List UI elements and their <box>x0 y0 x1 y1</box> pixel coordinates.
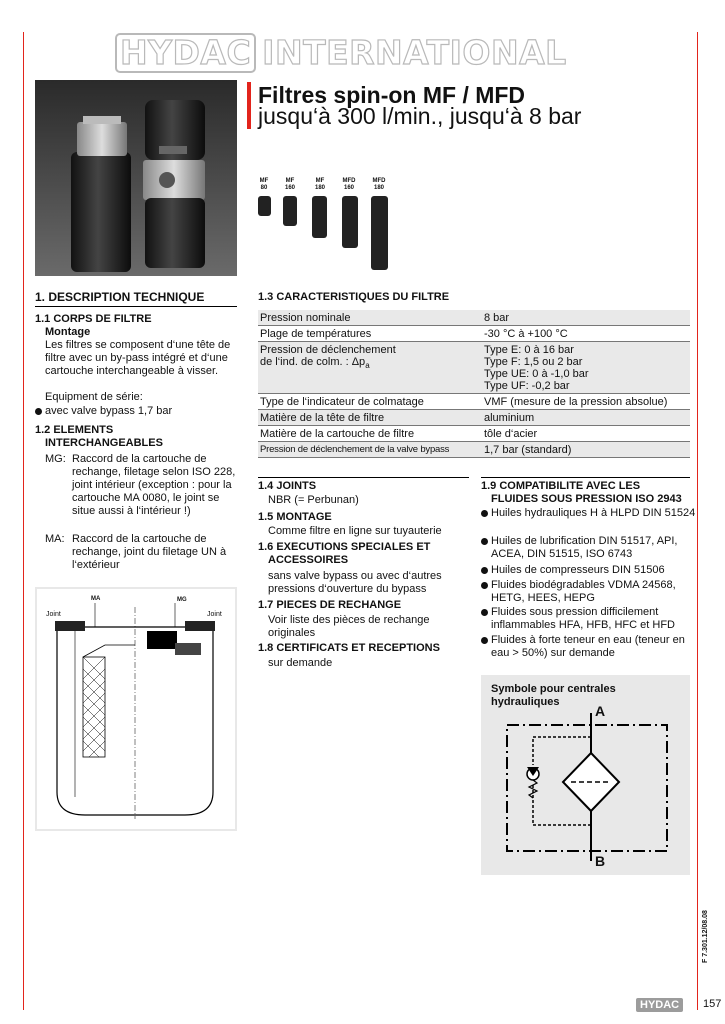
cross-section-drawing <box>35 587 237 831</box>
drawing-label-joint-left: Joint <box>46 611 61 618</box>
table-row <box>258 310 690 326</box>
model-label: MF 160 <box>284 178 295 191</box>
document-code: F 7.301.12/08.08 <box>702 910 709 963</box>
table-row <box>258 326 690 342</box>
section-1-7-body: Voir liste des pièces de rechange originales <box>268 614 430 639</box>
filter-mf160-image <box>283 196 297 226</box>
fluid-list-item: Huiles de compresseurs DIN 51506 <box>481 564 696 577</box>
product-photo <box>35 80 237 276</box>
model-label: MFD 180 <box>372 178 386 191</box>
spec-label: Pression nominale <box>258 310 482 326</box>
spec-value: 1,7 bar (standard) <box>482 442 690 458</box>
hydraulic-symbol-panel <box>481 675 690 875</box>
section-1-9-title: 1.9 COMPATIBILITE AVEC LES FLUIDES SOUS PRESSION ISO 2943 <box>481 480 682 505</box>
title-accent-bar <box>247 82 251 129</box>
filter-mf180-image <box>312 196 327 238</box>
spec-label: Matière de la tête de filtre <box>258 410 482 426</box>
table-row <box>258 342 690 394</box>
section-1-6-body: sans valve bypass ou avec d‘autres pressions d‘ouverture du bypass <box>268 570 442 595</box>
section-1-2-title: 1.2 ELEMENTS INTERCHANGEABLES <box>35 424 163 449</box>
table-row <box>258 410 690 426</box>
spec-value: tôle d‘acier <box>482 426 690 442</box>
footer-brand-logo: HYDAC <box>636 998 683 1012</box>
ma-description: Raccord de la cartouche de rechange, joint du filetage UN à l‘extérieur <box>72 533 227 571</box>
spec-label: Pression de déclenchement de l‘ind. de colm. : $\Delta p_a$ <box>258 342 482 394</box>
page-title: Filtres spin-on MF / MFD <box>258 82 526 108</box>
spec-label: Plage de températures <box>258 326 482 342</box>
drawing-label-joint-right: Joint <box>207 611 222 618</box>
spec-value: 8 bar <box>482 310 690 326</box>
symbol-title: Symbole pour centrales hydrauliques <box>491 683 616 708</box>
port-a-label: A <box>595 703 606 719</box>
spec-label: Pression de déclenchement de la valve bypass <box>258 442 482 458</box>
filter-mf80-image <box>258 196 271 216</box>
table-row <box>258 442 690 458</box>
filter-mfd160-image <box>342 196 358 248</box>
section-rule <box>35 306 237 307</box>
drawing-label-mg: MG <box>177 597 187 603</box>
page-number: 157 <box>703 998 722 1010</box>
model-label: MF 80 <box>259 178 269 191</box>
section-1-5-body: Comme filtre en ligne sur tuyauterie <box>268 525 442 537</box>
section-rule <box>258 477 469 478</box>
fluid-list-item: Huiles hydrauliques H à HLPD DIN 51524 <box>481 507 696 520</box>
brand-suffix: INTERNATIONAL <box>262 33 567 72</box>
left-margin-rule <box>23 32 24 1010</box>
section-1-1-body: Les filtres se composent d‘une tête de filtre avec un by-pass intégré et d‘une cartouche interchangeable à visser. <box>45 339 231 377</box>
section-1-1-serie: Equipment de série: <box>45 391 143 403</box>
model-label: MF 180 <box>314 178 325 191</box>
section-rule <box>481 477 690 478</box>
section-1-4-title: 1.4 JOINTS <box>258 480 317 492</box>
section-1-8-body: sur demande <box>268 657 333 669</box>
right-margin-rule <box>697 32 698 1010</box>
spec-label: Type de l‘indicateur de colmatage <box>258 394 482 410</box>
spec-label: Matière de la cartouche de filtre <box>258 426 482 442</box>
filter-mfd180-image <box>371 196 388 270</box>
brand-name: HYDAC <box>115 33 256 73</box>
drawing-label-ma: MA <box>91 596 101 602</box>
port-b-label: B <box>595 853 606 869</box>
spec-value: VMF (mesure de la pression absolue) <box>482 394 690 410</box>
table-row <box>258 394 690 410</box>
spec-table-title: 1.3 CARACTERISTIQUES DU FILTRE <box>258 291 450 303</box>
fluid-list-item: Fluides sous pression difficilement inflammables HFA, HFB, HFC et HFD <box>481 606 696 632</box>
spec-value: aluminium <box>482 410 690 426</box>
section-1-5-title: 1.5 MONTAGE <box>258 511 332 523</box>
section-1-6-title: 1.6 EXECUTIONS SPECIALES ET ACCESSOIRES <box>258 541 431 566</box>
section-1-4-body: NBR (= Perbunan) <box>268 494 359 506</box>
section-1-7-title: 1.7 PIECES DE RECHANGE <box>258 599 402 611</box>
brand-logo <box>115 33 567 73</box>
section-heading-description: 1. DESCRIPTION TECHNIQUE <box>35 290 205 304</box>
page-subtitle: jusqu‘à 300 l/min., jusqu‘à 8 bar <box>258 103 582 129</box>
mg-label: MG: <box>45 453 66 465</box>
section-1-1-title: 1.1 CORPS DE FILTRE <box>35 313 152 325</box>
fluid-list-item: Huiles de lubrification DIN 51517, API, ACEA, DIN 51515, ISO 6743 <box>481 535 696 561</box>
fluid-list-item: Fluides à forte teneur en eau (teneur en eau > 50%) sur demande <box>481 634 696 660</box>
section-1-8-title: 1.8 CERTIFICATS ET RECEPTIONS <box>258 642 440 654</box>
spec-value: Type E: 0 à 16 bar Type F: 1,5 ou 2 bar Type UE: 0 à -1,0 bar Type UF: -0,2 bar <box>482 342 690 394</box>
bypass-bullet: avec valve bypass 1,7 bar <box>35 405 172 418</box>
fluid-list-item: Fluides biodégradables VDMA 24568, HETG, HEES, HEPG <box>481 579 696 605</box>
spec-table <box>258 310 690 458</box>
model-label: MFD 160 <box>342 178 356 191</box>
mg-description: Raccord de la cartouche de rechange, filetage selon ISO 228, joint intérieur (exception : pour la cartouche MA 0080, le joint se situe aussi à l‘intérieur !) <box>72 453 236 517</box>
section-1-1-subtitle: Montage <box>45 326 91 338</box>
table-row <box>258 426 690 442</box>
spec-value: -30 °C à +100 °C <box>482 326 690 342</box>
ma-label: MA: <box>45 533 65 545</box>
